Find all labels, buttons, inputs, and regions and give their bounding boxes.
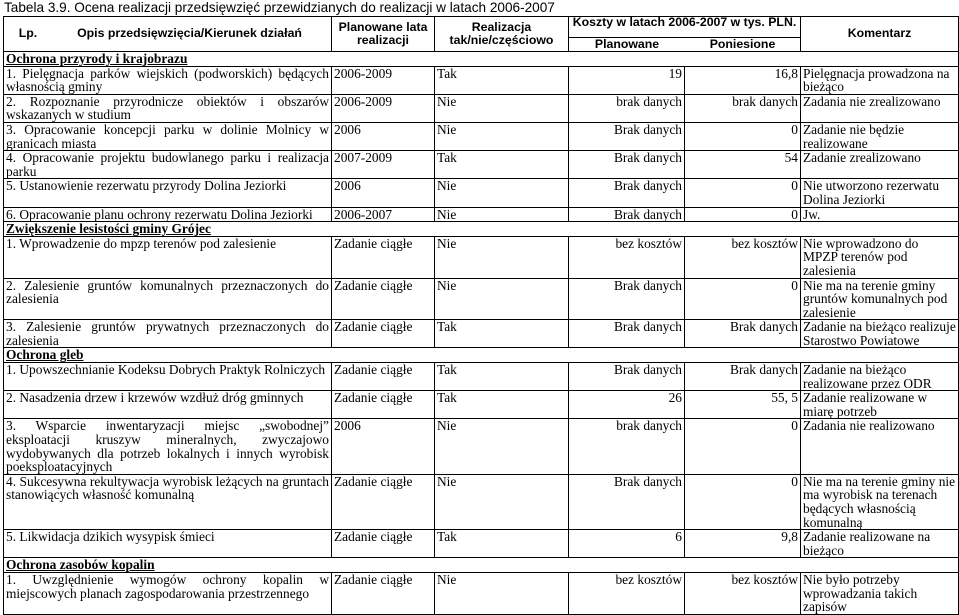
table-row bbox=[4, 474, 959, 529]
planned-cost-cell: Brak danych bbox=[569, 278, 685, 320]
header-description: Opis przedsięwzięcia/Kierunek działań bbox=[77, 26, 302, 41]
comment-cell: Nie było potrzeby wprowadzania takich zapisów bbox=[801, 572, 959, 614]
incurred-cost-cell: 0 bbox=[685, 207, 801, 222]
task-description-cell: 2. Nasadzenia drzew i krzewów wzdłuż dróg gminnych bbox=[4, 391, 332, 419]
task-description-cell: 3. Zalesienie gruntów prywatnych przeznaczonych do zalesienia bbox=[4, 320, 332, 348]
table-body bbox=[4, 52, 959, 615]
task-description-cell: 3. Opracowanie koncepcji parku w dolinie Molnicy w granicach miasta bbox=[4, 122, 332, 150]
incurred-cost-cell: 0 bbox=[685, 122, 801, 150]
section-title: Zwiększenie lesistości gminy Grójec bbox=[4, 222, 959, 237]
incurred-cost-cell: 0 bbox=[685, 278, 801, 320]
task-description-cell: 2. Zalesienie gruntów komunalnych przeznaczonych do zalesienia bbox=[4, 278, 332, 320]
table-row bbox=[4, 391, 959, 419]
comment-cell: Nie wprowadzono do MPZP terenów pod zalesienia bbox=[801, 236, 959, 278]
task-description-cell: 1. Wprowadzenie do mpzp terenów pod zalesienie bbox=[4, 236, 332, 278]
planned-years-cell: Zadanie ciągłe bbox=[332, 530, 435, 558]
realization-status-cell: Nie bbox=[435, 179, 569, 207]
planned-years-cell: Zadanie ciągłe bbox=[332, 320, 435, 348]
header-planned: Planowane bbox=[594, 37, 660, 51]
incurred-cost-cell: 0 bbox=[685, 419, 801, 474]
realization-status-cell: Tak bbox=[435, 363, 569, 391]
incurred-cost-cell: bez kosztów bbox=[685, 572, 801, 614]
planned-years-cell: Zadanie ciągłe bbox=[332, 391, 435, 419]
planned-cost-cell: brak danych bbox=[569, 94, 685, 122]
table-row bbox=[4, 278, 959, 320]
task-description-cell: 2. Rozpoznanie przyrodnicze obiektów i obszarów wskazanych w studium bbox=[4, 94, 332, 122]
planned-years-cell: 2007-2009 bbox=[332, 151, 435, 179]
comment-cell: Jw. bbox=[801, 207, 959, 222]
task-description-cell: 1. Pielęgnacja parków wiejskich (podworskich) będących własnością gminy bbox=[4, 66, 332, 94]
section-title: Ochrona gleb bbox=[4, 348, 959, 363]
header-comment: Komentarz bbox=[801, 17, 959, 52]
table-row bbox=[4, 530, 959, 558]
table-row bbox=[4, 179, 959, 207]
section-header-row bbox=[4, 222, 959, 237]
incurred-cost-cell: 55, 5 bbox=[685, 391, 801, 419]
comment-cell: Nie ma na terenie gminy nie ma wyrobisk na terenach będących własnością komunalną bbox=[801, 474, 959, 529]
section-title: Ochrona przyrody i krajobrazu bbox=[4, 52, 959, 67]
table-row bbox=[4, 363, 959, 391]
incurred-cost-cell: Brak danych bbox=[685, 363, 801, 391]
realization-status-cell: Nie bbox=[435, 572, 569, 614]
table-row bbox=[4, 236, 959, 278]
incurred-cost-cell: Brak danych bbox=[685, 320, 801, 348]
planned-years-cell: 2006 bbox=[332, 419, 435, 474]
planned-years-cell: 2006-2009 bbox=[332, 66, 435, 94]
incurred-cost-cell: 16,8 bbox=[685, 66, 801, 94]
comment-cell: Pielęgnacja prowadzona na bieżąco bbox=[801, 66, 959, 94]
task-description-cell: 5. Ustanowienie rezerwatu przyrody Dolina Jeziorki bbox=[4, 179, 332, 207]
realization-status-cell: Nie bbox=[435, 236, 569, 278]
comment-cell: Nie utworzono rezerwatu Dolina Jeziorki bbox=[801, 179, 959, 207]
task-description-cell: 1. Uwzględnienie wymogów ochrony kopalin w miejscowych planach zagospodarowania przestrzennego bbox=[4, 572, 332, 614]
task-description-cell: 5. Likwidacja dzikich wysypisk śmieci bbox=[4, 530, 332, 558]
planned-years-cell: Zadanie ciągłe bbox=[332, 474, 435, 529]
table-row bbox=[4, 151, 959, 179]
comment-cell: Nie ma na terenie gminy gruntów komunalnych pod zalesienie bbox=[801, 278, 959, 320]
header-status: Realizacja tak/nie/częściowo bbox=[435, 17, 569, 52]
table-row bbox=[4, 419, 959, 474]
planned-years-cell: 2006 bbox=[332, 179, 435, 207]
comment-cell: Zadania nie realizowano bbox=[801, 419, 959, 474]
planned-cost-cell: Brak danych bbox=[569, 179, 685, 207]
task-description-cell: 3. Wsparcie inwentaryzacji miejsc „swobodnej” eksploatacji kruszyw mineralnych, zwyczajowo wydobywanych dla potrzeb lokalnych i innych wyrobisk poeksploatacyjnych bbox=[4, 419, 332, 474]
comment-cell: Zadanie zrealizowano bbox=[801, 151, 959, 179]
task-description-cell: 4. Opracowanie projektu budowlanego parku i realizacja parku bbox=[4, 151, 332, 179]
planned-cost-cell: bez kosztów bbox=[569, 572, 685, 614]
header-lp: Lp. bbox=[18, 26, 38, 41]
planned-cost-cell: 19 bbox=[569, 66, 685, 94]
planned-years-cell: Zadanie ciągłe bbox=[332, 236, 435, 278]
incurred-cost-cell: 0 bbox=[685, 474, 801, 529]
task-description-cell: 1. Upowszechnianie Kodeksu Dobrych Praktyk Rolniczych bbox=[4, 363, 332, 391]
section-header-row bbox=[4, 348, 959, 363]
evaluation-table bbox=[3, 16, 959, 615]
task-description-cell: 6. Opracowanie planu ochrony rezerwatu Dolina Jeziorki bbox=[4, 207, 332, 222]
incurred-cost-cell: 9,8 bbox=[685, 530, 801, 558]
realization-status-cell: Tak bbox=[435, 320, 569, 348]
realization-status-cell: Nie bbox=[435, 207, 569, 222]
comment-cell: Zadania nie zrealizowano bbox=[801, 94, 959, 122]
comment-cell: Zadanie realizowane w miarę potrzeb bbox=[801, 391, 959, 419]
planned-years-cell: Zadanie ciągłe bbox=[332, 363, 435, 391]
incurred-cost-cell: 54 bbox=[685, 151, 801, 179]
table-row bbox=[4, 320, 959, 348]
planned-cost-cell: 6 bbox=[569, 530, 685, 558]
incurred-cost-cell: 0 bbox=[685, 179, 801, 207]
realization-status-cell: Tak bbox=[435, 530, 569, 558]
realization-status-cell: Tak bbox=[435, 151, 569, 179]
header-years: Planowane lata realizacji bbox=[332, 17, 435, 52]
planned-cost-cell: 26 bbox=[569, 391, 685, 419]
section-header-row bbox=[4, 558, 959, 573]
header-lp-desc bbox=[4, 17, 332, 52]
planned-cost-cell: Brak danych bbox=[569, 363, 685, 391]
realization-status-cell: Nie bbox=[435, 474, 569, 529]
planned-cost-cell: Brak danych bbox=[569, 122, 685, 150]
realization-status-cell: Tak bbox=[435, 66, 569, 94]
realization-status-cell: Nie bbox=[435, 419, 569, 474]
comment-cell: Zadanie nie będzie realizowane bbox=[801, 122, 959, 150]
section-header-row bbox=[4, 52, 959, 67]
table-row bbox=[4, 122, 959, 150]
planned-years-cell: 2006-2009 bbox=[332, 94, 435, 122]
incurred-cost-cell: bez kosztów bbox=[685, 236, 801, 278]
header-costs bbox=[569, 17, 801, 52]
realization-status-cell: Nie bbox=[435, 122, 569, 150]
table-caption: Tabela 3.9. Ocena realizacji przedsięwzięć przewidzianych do realizacji w latach 2006-2007 bbox=[4, 0, 555, 15]
realization-status-cell: Nie bbox=[435, 94, 569, 122]
table-row bbox=[4, 94, 959, 122]
task-description-cell: 4. Sukcesywna rekultywacja wyrobisk leżących na gruntach stanowiących własność komunalną bbox=[4, 474, 332, 529]
realization-status-cell: Nie bbox=[435, 278, 569, 320]
comment-cell: Zadanie na bieżąco realizowane przez ODR bbox=[801, 363, 959, 391]
table-row bbox=[4, 66, 959, 94]
planned-years-cell: 2006 bbox=[332, 122, 435, 150]
header-costs-title: Koszty w latach 2006-2007 w tys. PLN. bbox=[572, 16, 797, 29]
planned-cost-cell: Brak danych bbox=[569, 151, 685, 179]
planned-cost-cell: Brak danych bbox=[569, 474, 685, 529]
realization-status-cell: Tak bbox=[435, 391, 569, 419]
planned-cost-cell: brak danych bbox=[569, 419, 685, 474]
planned-years-cell: 2006-2007 bbox=[332, 207, 435, 222]
planned-cost-cell: Brak danych bbox=[569, 207, 685, 222]
incurred-cost-cell: brak danych bbox=[685, 94, 801, 122]
table-row bbox=[4, 207, 959, 222]
table-row bbox=[4, 572, 959, 614]
planned-years-cell: Zadanie ciągłe bbox=[332, 572, 435, 614]
section-title: Ochrona zasobów kopalin bbox=[4, 558, 959, 573]
planned-years-cell: Zadanie ciągłe bbox=[332, 278, 435, 320]
planned-cost-cell: Brak danych bbox=[569, 320, 685, 348]
comment-cell: Zadanie realizowane na bieżąco bbox=[801, 530, 959, 558]
header-incurred: Poniesione bbox=[709, 37, 776, 51]
planned-cost-cell: bez kosztów bbox=[569, 236, 685, 278]
comment-cell: Zadanie na bieżąco realizuje Starostwo Powiatowe bbox=[801, 320, 959, 348]
